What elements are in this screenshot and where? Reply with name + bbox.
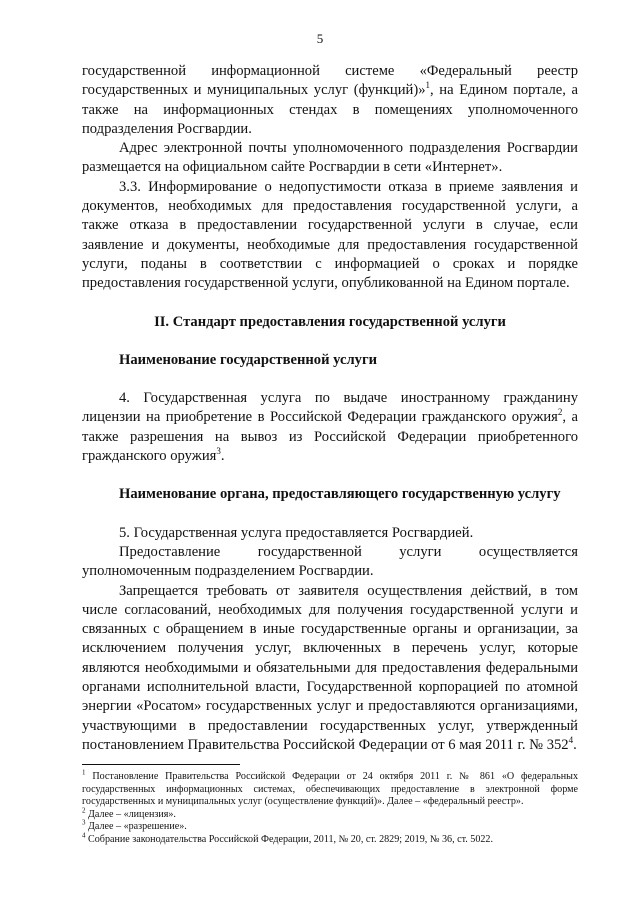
footnote-ref-3[interactable]: 3 [216,446,221,457]
page-number: 5 [316,31,324,46]
subheading-authority: Наименование органа, предоставляющего государственную услугу [119,486,561,503]
paragraph-provision: Предоставление государственной услуги осуществляется уполномоченным подразделением Росгвардии. [82,543,578,580]
footnote-ref-2[interactable]: 2 [557,407,563,418]
paragraph-email: Адрес электронной почты уполномоченного подразделения Росгвардии размещается на официальном сайте Росгвардии в сети «Интернет». [82,140,578,176]
paragraph-prohibition: Запрещается требовать от заявителя осуществления действий, в том числе согласований, необходимых для получения государственной услуги и связанных с обращением в иные государственные органы и организации, за исключением получения услуг, включенных в перечень услуг, которые являются необходимыми и обязательными для предоставления федеральными органами исполнительной власти, Государственной корпорацией по атомной энергии «Росатом» государственных услуг и предоставляются организациями, участвующими в предоставлении государственных услуг, утвержденный постановлением Правительства Российской Федерации от 6 мая 2011 г. № $352^4$. [82,582,578,753]
footnote-divider [82,764,240,765]
section-heading-ii: II. Стандарт предоставления государственной услуги [154,313,506,330]
paragraph-3-3: 3.3. Информирование о недопустимости отказа в приеме заявления и документов, необходимых для предоставления государственной услуги, а также отказа в предоставлении государственной услуги в случае, если заявление и документы, необходимые для предоставления государственной услуги, поданы в соответствии с информацией о сроках и порядке предоставления государственной услуги, опубликованной на Едином портале. [82,178,578,292]
footnote-1: $^1$ Постановление Правительства Российской Федерации от 24 октября 2011 г. № 861 «О федеральных государственных информационных системах, обеспечивающих предоставление в электронной форме государственных и муниципальных услуг (осуществление функций)». Далее – «федеральный реестр». [82,768,578,808]
footnote-3: $^3$ Далее – «разрешение». [82,819,187,833]
footnote-2: $^2$ Далее – «лицензия». [82,806,176,820]
footnotes [82,768,578,847]
paragraph-4: 4. Государственная услуга по выдаче иностранному гражданину лицензии на приобретение в Российской Федерации гражданского оружия$^2$, а также разрешения на вывоз из Российской Федерации приобретенного гражданского оружия$^3$. [82,390,578,465]
footnote-ref-1[interactable]: 1 [425,80,430,91]
paragraph-5: 5. Государственная услуга предоставляется Росгвардией. [119,524,474,541]
document-body [82,62,578,755]
subheading-service-name: Наименование государственной услуги [119,351,377,368]
footnote-ref-4[interactable]: 4 [568,735,574,746]
paragraph-registry: государственной информационной системе «Федеральный реестр государственных и муниципальных услуг (функций)»$^1$, на Едином портале, а также на информационных стендах в помещениях уполномоченного подразделения Росгвардии. [82,63,578,137]
footnote-4: $^4$ Собрание законодательства Российской Федерации, 2011, № 20, ст. 2829; 2019, № 36, ст. 5022. [82,831,494,845]
